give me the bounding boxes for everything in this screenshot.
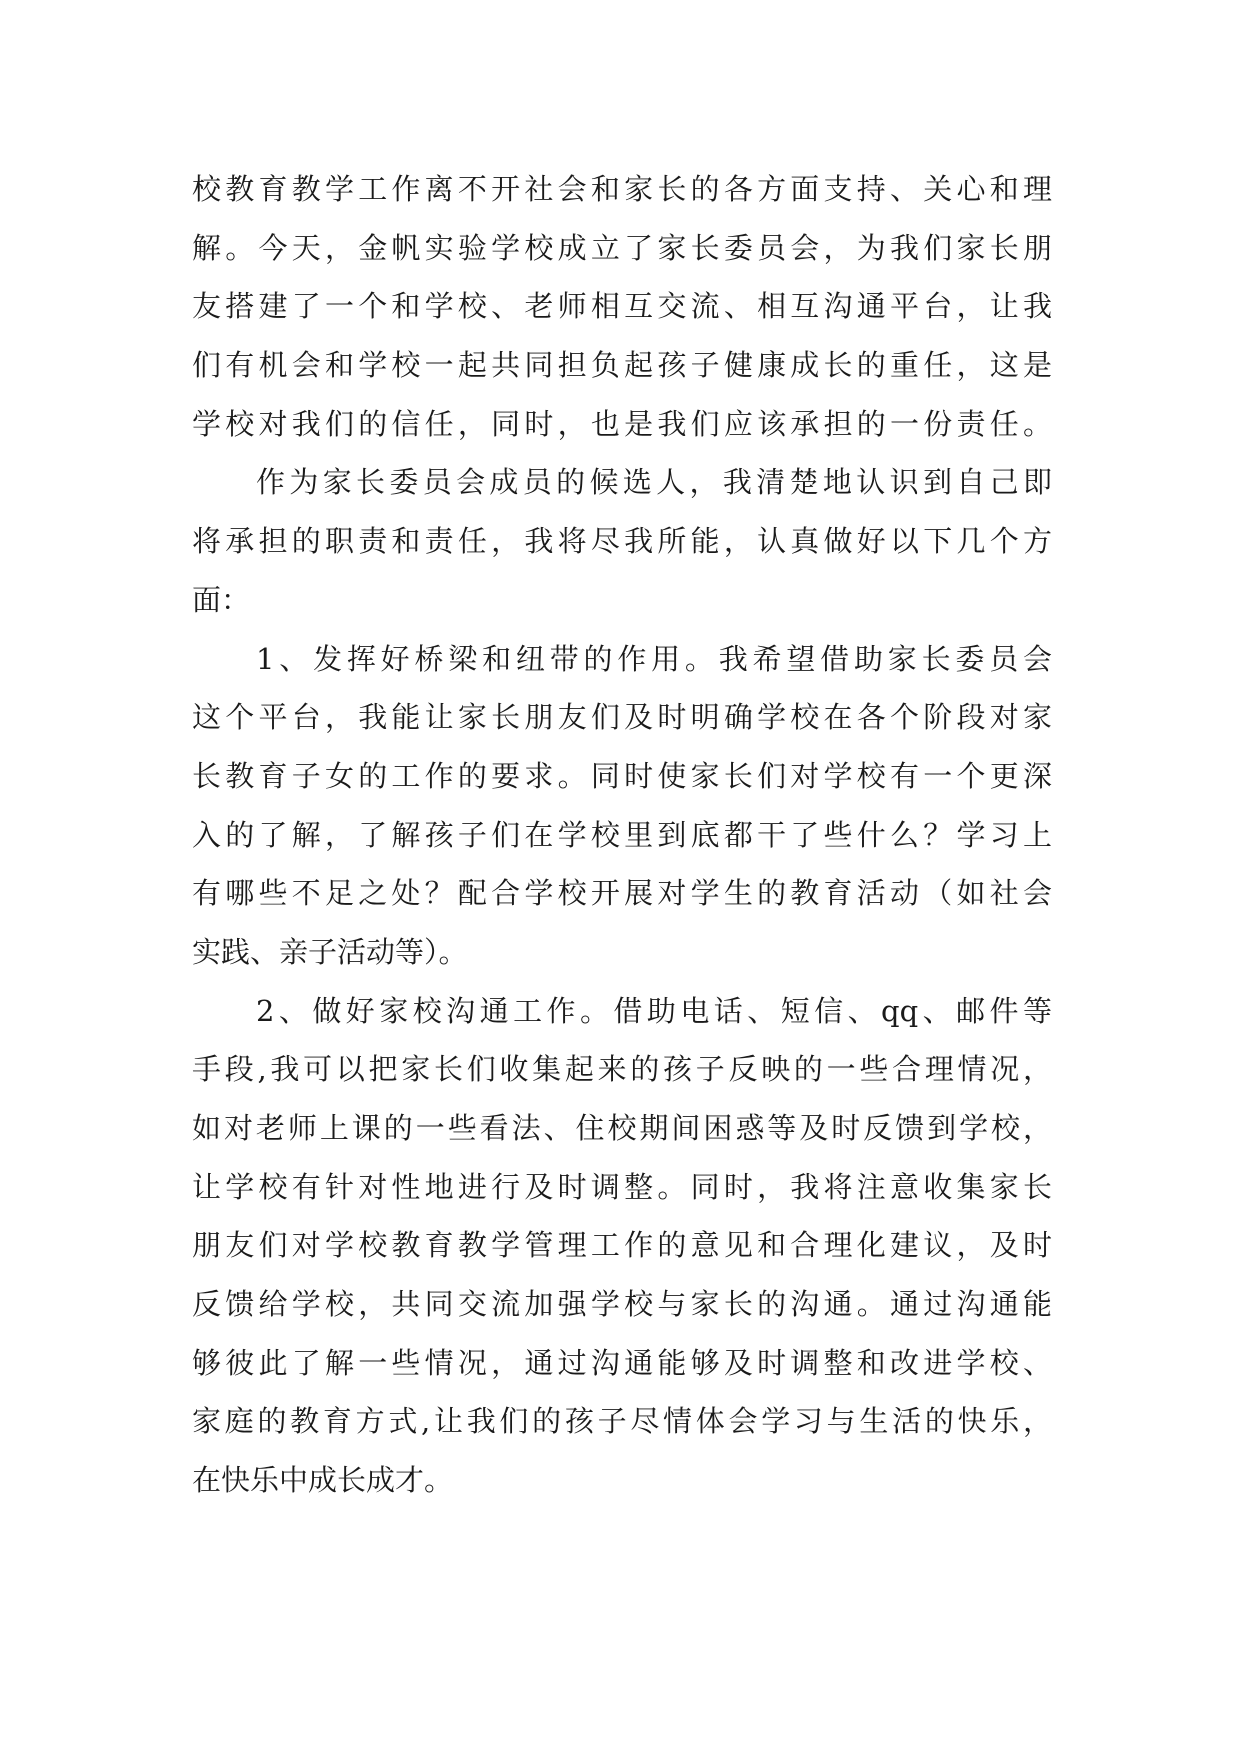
text-line: 反馈给学校，共同交流加强学校与家长的沟通。通过沟通能 — [192, 1287, 1052, 1322]
text-line: 朋友们对学校教育教学管理工作的意见和合理化建议，及时 — [192, 1228, 1052, 1263]
text-line: 友搭建了一个和学校、老师相互交流、相互沟通平台，让我 — [192, 289, 1052, 324]
text-line: 在快乐中成长成才。 — [192, 1463, 454, 1498]
text-line: 将承担的职责和责任，我将尽我所能，认真做好以下几个方 — [192, 524, 1052, 559]
text-line: 手段,我可以把家长们收集起来的孩子反映的一些合理情况， — [192, 1052, 1052, 1087]
text-line: 实践、亲子活动等）。 — [192, 934, 468, 969]
text-line: 1、发挥好桥梁和纽带的作用。我希望借助家长委员会 — [256, 641, 1052, 676]
text-line: 作为家长委员会成员的候选人，我清楚地认识到自己即 — [256, 465, 1052, 500]
text-line: 面： — [192, 582, 251, 617]
text-line: 入的了解，了解孩子们在学校里到底都干了些什么？学习上 — [192, 817, 1052, 852]
text-line: 2、做好家校沟通工作。借助电话、短信、qq、邮件等 — [256, 993, 1052, 1028]
text-line: 家庭的教育方式,让我们的孩子尽情体会学习与生活的快乐， — [192, 1404, 1052, 1439]
text-line: 校教育教学工作离不开社会和家长的各方面支持、关心和理 — [192, 172, 1052, 206]
text-line: 让学校有针对性地进行及时调整。同时，我将注意收集家长 — [192, 1169, 1052, 1204]
text-line: 长教育子女的工作的要求。同时使家长们对学校有一个更深 — [192, 758, 1052, 793]
text-line: 们有机会和学校一起共同担负起孩子健康成长的重任，这是 — [192, 348, 1052, 383]
text-line: 如对老师上课的一些看法、住校期间困惑等及时反馈到学校， — [192, 1111, 1052, 1145]
text-line: 有哪些不足之处？配合学校开展对学生的教育活动（如社会 — [192, 876, 1052, 911]
text-line: 学校对我们的信任，同时，也是我们应该承担的一份责任。 — [192, 406, 1052, 441]
text-line: 够彼此了解一些情况，通过沟通能够及时调整和改进学校、 — [192, 1345, 1052, 1380]
text-line: 这个平台，我能让家长朋友们及时明确学校在各个阶段对家 — [192, 700, 1052, 735]
body-text — [192, 160, 1052, 1510]
text-line: 解。今天，金帆实验学校成立了家长委员会，为我们家长朋 — [192, 230, 1052, 265]
